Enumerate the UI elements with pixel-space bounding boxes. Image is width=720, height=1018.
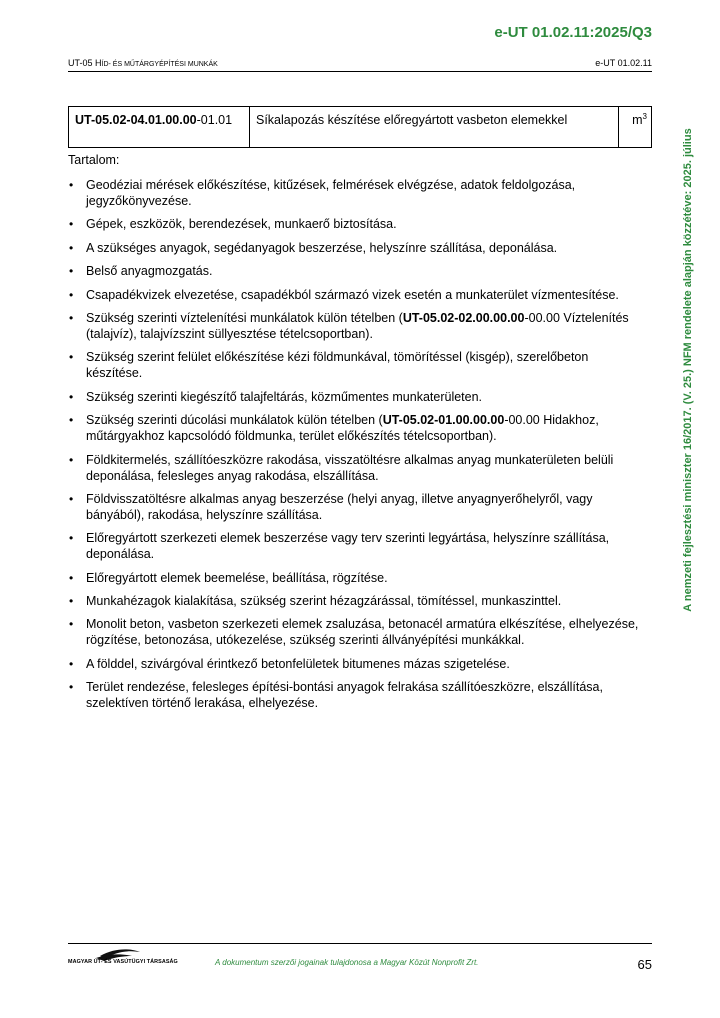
list-item-text: Terület rendezése, felesleges építési-bontási anyagok felrakása szállítóeszközre, elszállítása, szelektíven történő lerakása, elhelyezése. [86,680,603,711]
list-item-text: Gépek, eszközök, berendezések, munkaerő biztosítása. [86,217,397,232]
list-item [68,616,648,648]
list-item-text: Előregyártott elemek beemelése, beállítása, rögzítése. [86,570,388,585]
bullet-icon: • [69,240,74,255]
list-item-text: Csapadékvizek elvezetése, csapadékból származó vizek esetén a munkaterület vízmentesítése. [86,287,619,302]
item-row [69,107,652,148]
bullet-icon: • [69,217,74,232]
list-item-text: Földkitermelés, szállítóeszközre rakodása, visszatöltésre alkalmas anyag munkaterületen belüli deponálása, felesleges anyag rakodása, elszállítása. [86,452,614,483]
list-item-code: UT-05.02-01.00.00.00 [382,413,505,428]
list-item [68,287,648,303]
content-section [68,152,648,719]
item-code-bold: UT-05.02-04.01.00.00 [75,113,197,127]
copyright-notice: A dokumentum szerzői jogainak tulajdonosa a Magyar Közút Nonprofit Zrt. [215,958,479,967]
item-code-cell [69,107,250,148]
bullet-icon: • [69,594,74,609]
list-item-text: Munkahézagok kialakítása, szükség szerint hézagzárással, tömítéssel, munkaszinttel. [86,594,562,609]
list-item [68,656,648,672]
list-item [68,240,648,256]
bullet-icon: • [69,413,74,428]
bullet-icon: • [69,531,74,546]
list-item-text: Szükség szerint felület előkészítése kézi földmunkával, tömörítéssel (kisgép), szerelőbeton készítése. [86,350,589,381]
list-item-text: Belső anyagmozgatás. [86,264,213,279]
page-number: 65 [637,957,652,972]
bullet-icon: • [69,310,74,325]
list-item [68,412,648,444]
list-item-text: Előregyártott szerkezeti elemek beszerzése vagy terv szerinti legyártása, helyszínre szállítása, deponálása. [86,531,610,562]
logo-text: MAGYAR ÚT- ÉS VASÚTÜGYI TÁRSASÁG [68,959,178,965]
item-unit-exponent: 3 [642,111,647,121]
list-item-text: Monolit beton, vasbeton szerkezeti elemek zsaluzása, betonacél armatúra elkészítése, elhelyezése, rögzítése, betonozása, utókezelése, szükség szerinti állványépítési munkákkal. [86,617,639,648]
list-item [68,530,648,562]
section-title-prefix: UT-05 H [68,58,102,68]
list-item [68,389,648,405]
bullet-icon: • [69,452,74,467]
list-item [68,177,648,209]
bullet-icon: • [69,287,74,302]
list-item [68,679,648,711]
publication-note-text: A nemzeti fejlesztési miniszter 16/2017. (V. 25.) NFM rendelete alapján közzétéve: 2025. július [682,128,694,612]
list-item-text: Geodéziai mérések előkészítése, kitűzések, felmérések elvégzése, adatok feldolgozása, jegyzőkönyvezése. [86,178,576,208]
item-unit: m [632,113,643,127]
list-item-text: Szükség szerinti víztelenítési munkálatok külön tételben ( [86,310,403,325]
list-item [68,263,648,279]
content-title: Tartalom: [68,153,120,167]
list-item-text: Szükség szerinti dúcolási munkálatok külön tételben ( [86,413,383,428]
list-item [68,349,648,381]
footer-divider [68,943,652,944]
item-code-suffix: -01.01 [196,113,233,127]
list-item-code: UT-05.02-02.00.00.00 [402,310,525,325]
bullet-icon: • [69,680,74,695]
bullet-icon: • [69,350,74,365]
section-title [68,58,218,68]
item-table [68,106,652,148]
list-item [68,216,648,232]
list-item [68,570,648,586]
content-list [68,177,648,711]
bullet-icon: • [69,491,74,506]
list-item-text: -00.00 Hidakhoz, műtárgyakhoz kapcsolódó földmunka, terület előkészítés tételcsoportban). [86,413,599,444]
bullet-icon: • [69,617,74,632]
bullet-icon: • [69,389,74,404]
document-reference: e-UT 01.02.11 [595,58,652,68]
list-item-text: Szükség szerinti kiegészítő talajfeltárás, közműmentes munkaterületen. [86,389,483,404]
section-title-small: ÍD- ÉS MŰTÁRGYÉPÍTÉSI MUNKÁK [101,61,218,68]
list-item [68,452,648,484]
item-description: Síkalapozás készítése előregyártott vasbeton elemekkel [250,107,619,148]
list-item [68,593,648,609]
list-item [68,491,648,523]
bullet-icon: • [69,656,74,671]
bullet-icon: • [69,178,74,192]
list-item-text: A szükséges anyagok, segédanyagok beszerzése, helyszínre szállítása, deponálása. [86,240,558,255]
list-item-text: A földdel, szivárgóval érintkező betonfelületek bitumenes mázas szigetelése. [86,656,510,671]
bullet-icon: • [69,264,74,279]
list-item-text: -00.00 Víztelenítés (talajvíz), talajvízszint süllyesztése tételcsoportban). [86,310,629,341]
list-item-text: Földvisszatöltésre alkalmas anyag beszerzése (helyi anyag, illetve anyagnyerőhelyről, vagy bányából), rakodása, helyszínre szállítása. [86,491,593,522]
item-unit-cell [619,107,652,148]
bullet-icon: • [69,570,74,585]
document-code: e-UT 01.02.11:2025/Q3 [494,24,652,41]
header-divider [68,71,652,72]
list-item [68,310,648,342]
